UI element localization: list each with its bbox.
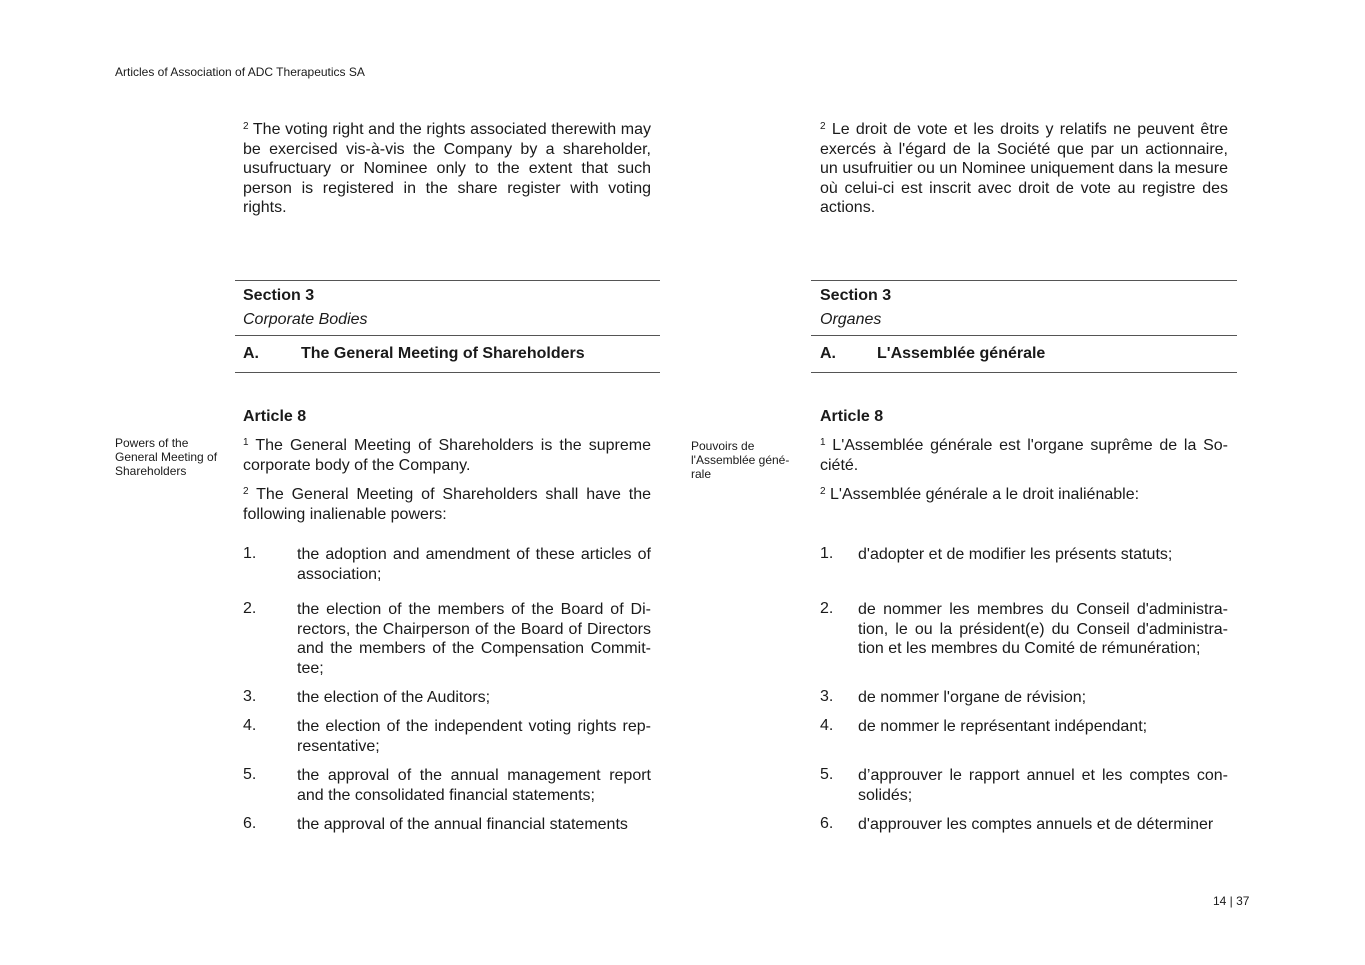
en-section-subtitle: Corporate Bodies (243, 311, 368, 328)
en-paragraph-1 (243, 436, 651, 475)
en-list-text: the approval of the annual management report and the consolidated financial statements; (297, 767, 651, 804)
en-list-text: the election of the Auditors; (297, 689, 491, 706)
fr-part-title: L'Assemblée générale (877, 345, 1046, 362)
fr-list-number: 3. (820, 688, 834, 705)
en-list-number: 5. (243, 766, 257, 783)
fr-list-number: 6. (820, 815, 834, 832)
fr-section-top-rule (811, 280, 1237, 281)
en-list-number: 3. (243, 688, 257, 705)
en-section-mid-rule (235, 335, 660, 336)
en-section-top-rule (235, 280, 660, 281)
fr-list-text: d'adopter et de modifier les présents statuts; (858, 546, 1173, 563)
en-article-heading: Article 8 (243, 408, 307, 425)
en-intro-text: The voting right and the rights associated therewith may be exercised vis-à-vis the Company by a shareholder, usufructuary or Nominee only to the extent that such person is registered in the share register with voting rights. (243, 121, 652, 216)
fr-list-number: 4. (820, 717, 834, 734)
fr-intro-text: Le droit de vote et les droits y relatifs ne peuvent être exercés à l'égard de la Société que par un actionnaire, un usufruitier ou un Nominee uniquement dans la mesure où celui-ci est inscrit avec droit de vote au registre des actions. (820, 121, 1228, 216)
en-intro-number: 2 (243, 121, 249, 132)
en-list-text: the election of the members of the Board of Directors, the Chairperson of the Board of Directors and the members of the Compensation Committee; (297, 601, 651, 677)
en-paragraph-1-number: 1 (243, 437, 249, 448)
fr-paragraph-1 (820, 436, 1228, 475)
page-number: 14 | 37 (1213, 894, 1250, 908)
fr-list-text: d'approuver les comptes annuels et de déterminer (858, 816, 1214, 833)
fr-paragraph-1-text: L'Assemblée générale est l'organe suprême de la Société. (820, 437, 1228, 474)
fr-intro-number: 2 (820, 121, 826, 132)
fr-paragraph-2-number: 2 (820, 486, 826, 497)
en-list-number: 4. (243, 717, 257, 734)
fr-section-mid-rule (811, 335, 1237, 336)
en-intro-paragraph (243, 120, 651, 218)
fr-list-text: de nommer le représentant indépendant; (858, 718, 1148, 735)
en-part-letter: A. (243, 345, 259, 362)
en-list-text: the approval of the annual financial statements (297, 816, 628, 833)
fr-list-number: 2. (820, 600, 834, 617)
document-header: Articles of Association of ADC Therapeutics SA (115, 65, 365, 79)
en-margin-note: Powers of the General Meeting of Shareholders (115, 436, 218, 478)
en-paragraph-2-text: The General Meeting of Shareholders shall have the following inalienable powers: (243, 486, 652, 523)
fr-list-number: 1. (820, 545, 834, 562)
en-section-label: Section 3 (243, 287, 315, 304)
fr-list-text: de nommer les membres du Conseil d'administration, le ou la président(e) du Conseil d'administration et les membres du Comité de rémunération; (858, 601, 1228, 657)
en-paragraph-2 (243, 485, 651, 524)
fr-paragraph-1-number: 1 (820, 437, 826, 448)
en-list-number: 1. (243, 545, 257, 562)
fr-margin-note: Pouvoirs de l'Assemblée générale (691, 439, 790, 481)
fr-list-text: d’approuver le rapport annuel et les comptes consolidés; (858, 767, 1228, 804)
fr-section-subtitle: Organes (820, 311, 882, 328)
fr-section-label: Section 3 (820, 287, 892, 304)
en-section-bottom-rule (235, 372, 660, 373)
fr-part-letter: A. (820, 345, 836, 362)
fr-paragraph-2 (820, 485, 1228, 505)
en-list-number: 6. (243, 815, 257, 832)
en-paragraph-1-text: The General Meeting of Shareholders is the supreme corporate body of the Company. (243, 437, 652, 474)
fr-list-text: de nommer l'organe de révision; (858, 689, 1087, 706)
en-list-number: 2. (243, 600, 257, 617)
fr-section-bottom-rule (811, 372, 1237, 373)
en-part-title: The General Meeting of Shareholders (301, 345, 585, 362)
fr-list-number: 5. (820, 766, 834, 783)
fr-article-heading: Article 8 (820, 408, 884, 425)
fr-intro-paragraph (820, 120, 1228, 218)
en-list-text: the election of the independent voting rights representative; (297, 718, 651, 755)
en-list-text: the adoption and amendment of these articles of association; (297, 546, 651, 583)
en-paragraph-2-number: 2 (243, 486, 249, 497)
fr-paragraph-2-text: L'Assemblée générale a le droit inaliénable: (830, 486, 1140, 503)
